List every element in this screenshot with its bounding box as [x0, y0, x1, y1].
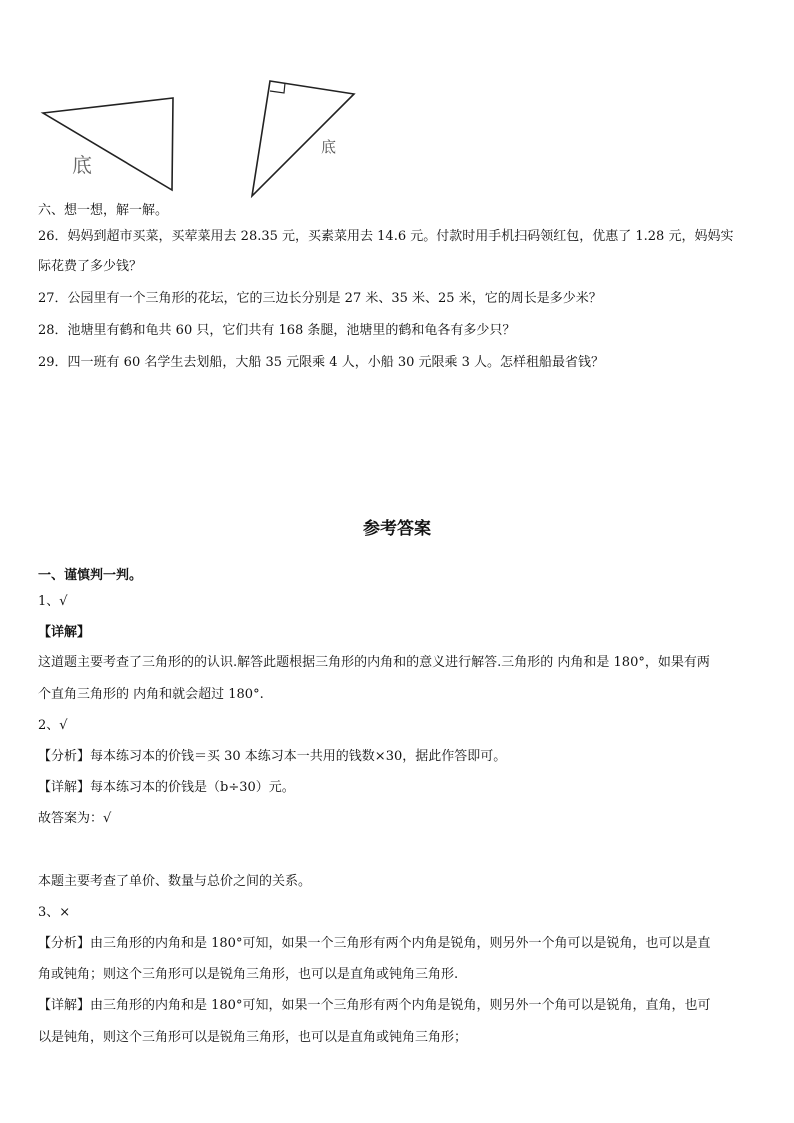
answer-1-label: 1、√: [38, 594, 68, 609]
question-27: 27．公园里有一个三角形的花坛，它的三边长分别是 27 米、35 米、25 米，它的周长是多少米？: [38, 291, 602, 306]
left-triangle-base-label: 底: [72, 153, 92, 177]
answer-2-label: 2、√: [38, 718, 68, 733]
left-triangle: [43, 98, 173, 190]
answers-title: 参考答案: [363, 519, 431, 539]
answer-1-detail-line-2: 个直角三角形的 内角和就会超过 180°.: [38, 687, 264, 702]
answer-2-answer: 故答案为：√: [38, 811, 112, 826]
answer-3-detail-line-1: 【详解】由三角形的内角和是 180°可知，如果一个三角形有两个内角是锐角，则另外一个角可以是锐角，直角，也可: [38, 998, 711, 1013]
question-29: 29．四一班有 60 名学生去划船，大船 35 元限乘 4 人，小船 30 元限乘 3 人。怎样租船最省钱？: [38, 355, 605, 370]
triangle-figures: [0, 0, 794, 210]
answers-section-1-heading: 一、谨慎判一判。: [38, 568, 143, 583]
question-26-line-1: 26．妈妈到超市买菜，买荤菜用去 28.35 元，买素菜用去 14.6 元。付款时用手机扫码领红包，优惠了 1.28 元，妈妈实: [38, 229, 734, 244]
answer-1-detail-tag: 【详解】: [38, 625, 91, 640]
right-triangle: [252, 81, 354, 196]
answer-2-detail: 【详解】每本练习本的价钱是（b÷30）元。: [38, 780, 295, 795]
answer-2-analysis: 【分析】每本练习本的价钱＝买 30 本练习本一共用的钱数×30，据此作答即可。: [38, 749, 507, 764]
right-angle-mark: [270, 83, 285, 93]
question-26-line-2: 际花费了多少钱？: [38, 259, 143, 274]
section-6-heading: 六、想一想，解一解。: [38, 203, 169, 218]
answer-2-summary: 本题主要考查了单价、数量与总价之间的关系。: [38, 874, 312, 889]
answer-1-detail-line-1: 这道题主要考查了三角形的的认识.解答此题根据三角形的内角和的意义进行解答.三角形的 内角和是 180°，如果有两: [38, 655, 710, 670]
answer-3-detail-line-2: 以是钝角，则这个三角形可以是锐角三角形，也可以是直角或钝角三角形；: [38, 1030, 468, 1045]
answer-3-analysis-line-2: 角或钝角；则这个三角形可以是锐角三角形，也可以是直角或钝角三角形.: [38, 967, 459, 982]
question-28: 28．池塘里有鹤和龟共 60 只，它们共有 168 条腿，池塘里的鹤和龟各有多少只？: [38, 323, 516, 338]
right-triangle-base-label: 底: [321, 138, 337, 156]
answer-3-analysis-line-1: 【分析】由三角形的内角和是 180°可知，如果一个三角形有两个内角是锐角，则另外一个角可以是锐角，也可以是直: [38, 936, 711, 951]
answer-3-label: 3、×: [38, 905, 71, 920]
